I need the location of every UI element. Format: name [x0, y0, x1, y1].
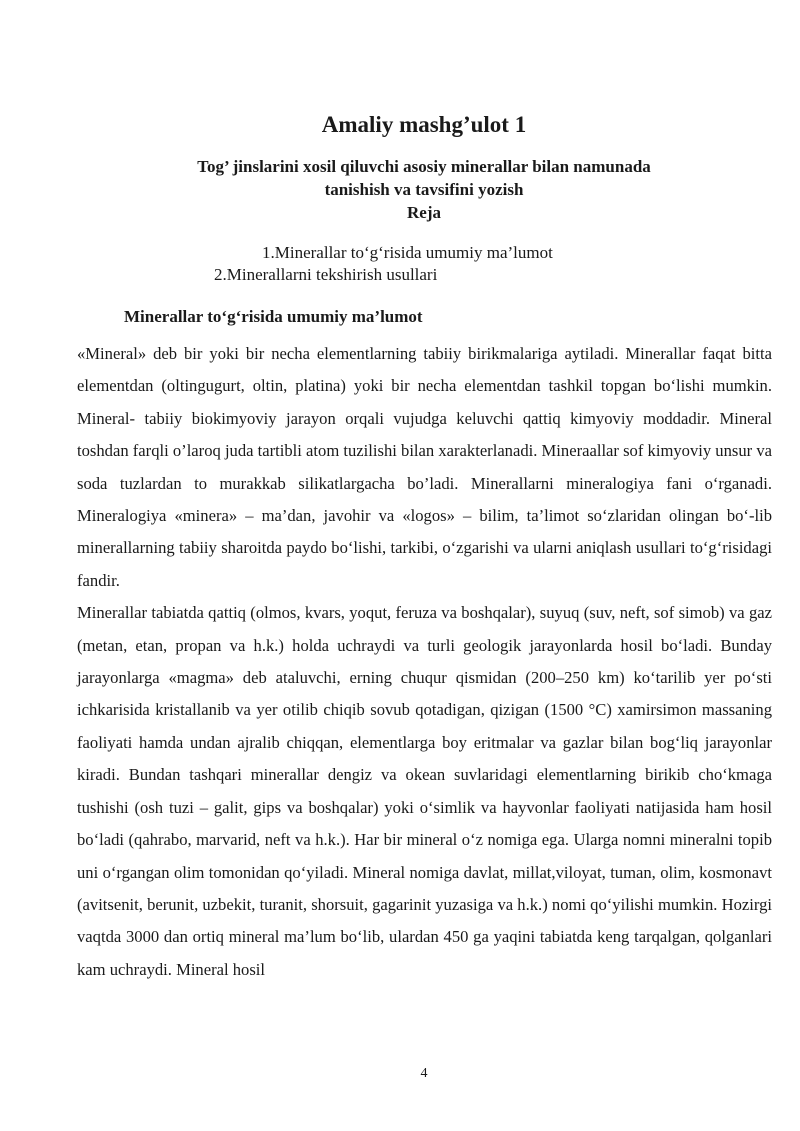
- page-title: Amaliy mashg’ulot 1: [321, 112, 527, 137]
- paragraph: «Mineral» deb bir yoki bir necha elementlarning tabiiy birikmalariga aytiladi. Minerallar faqat bitta elementdan (oltingugurt, oltin, platina) yoki bir necha elementdan tashkil topgan bo‘lishi mumkin. Mineral- tabiiy biokimyoviy jarayon orqali vujudga keluvchi qattiq kimyoviy moddadir. Mineral toshdan farqli o’laroq juda tartibli atom tuzilishi bilan xarakterlanadi. Mineraallar sof kimyoviy unsur va soda tuzlardan to murakkab silikatlargacha bo’ladi. Minerallarni mineralogiya fani o‘rganadi. Mineralogiya «minera» – ma’dan, javohir va «logos» – bilim, ta’limot so‘zlaridan olingan bo‘-lib minerallarning tabiiy sharoitda paydo bo‘lishi, tarkibi, o‘zgarishi va ularni aniqlash usullari to‘g‘risidagi fandir.: [77, 344, 772, 590]
- plan-item: 1.Minerallar to‘g‘risida umumiy ma’lumot: [262, 243, 553, 262]
- plan-heading: Reja: [407, 203, 441, 222]
- subtitle-line-2: tanishish va tavsifini yozish: [324, 180, 524, 199]
- plan-item: 2.Minerallarni tekshirish usullari: [214, 265, 438, 284]
- paragraph: Minerallar tabiatda qattiq (olmos, kvars, yoqut, feruza va boshqalar), suyuq (suv, neft, sof simob) va gaz (metan, etan, propan va h.k.) holda uchraydi va turli geologik jarayonlarda hosil bo‘ladi. Bunday jarayonlarga «magma» deb ataluvchi, erning chuqur qismidan (200–250 km) ko‘tarilib yer po‘sti ichkarisida kristallanib va yer otilib chiqib sovub qotadigan, qizigan (1500 °C) xamirsimon massaning faoliyati hamda undan ajralib chiqqan, elementlarga boy eritmalar va gazlar bilan bog‘liq jarayonlar kiradi. Bundan tashqari minerallar dengiz va okean suvlaridagi elementlarning birikib cho‘kmaga tushishi (osh tuzi – galit, gips va boshqalar) yoki o‘simlik va hayvonlar faoliyati natijasida ham hosil bo‘ladi (qahrabo, marvarid, neft va h.k.). Har bir mineral o‘z nomiga ega. Ularga nomni mineralni topib uni o‘rgangan olim tomonidan qo‘yiladi. Mineral nomiga davlat, millat,viloyat, tuman, olim, kosmonavt (avitsenit, berunit, uzbekit, turanit, shorsuit, gagarinit yuzasiga va h.k.) nomi qo‘yilishi mumkin. Hozirgi vaqtda 3000 dan ortiq mineral ma’lum bo‘lib, ulardan 450 ga yaqini tabiatda keng tarqalgan, qolganlari kam uchraydi. Mineral hosil: [77, 603, 772, 979]
- subtitle-line-1: Tog’ jinslarini xosil qiluvchi asosiy minerallar bilan namunada: [197, 157, 651, 176]
- page-number: 4: [420, 1066, 428, 1081]
- body-text: [77, 338, 772, 986]
- page-subtitle: [120, 155, 728, 224]
- section-heading: Minerallar to‘g‘risida umumiy ma’lumot: [124, 307, 423, 326]
